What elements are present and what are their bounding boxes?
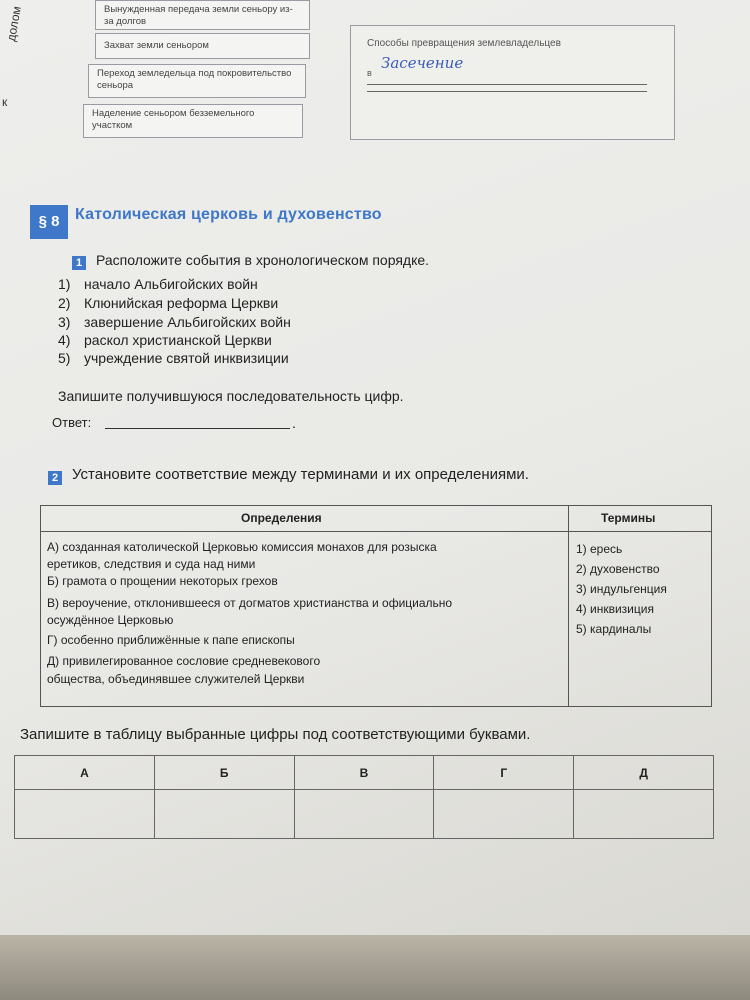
answer-input-line[interactable]	[105, 428, 290, 429]
event-number: 4)	[58, 332, 71, 348]
answer-cell-b[interactable]	[154, 790, 294, 839]
ways-box-title: Способы превращения землевладельцев	[367, 38, 561, 49]
event-item	[58, 295, 278, 311]
answer-cell-d[interactable]	[574, 790, 714, 839]
definition-line: еретиков, следствия и суда над ними	[47, 557, 256, 571]
answer-label: Ответ:	[52, 415, 92, 430]
event-item	[58, 332, 272, 348]
ways-answer-line-2[interactable]	[367, 90, 647, 92]
top-box-label: Вынужденная передача земли сеньору из-за долгов	[104, 4, 293, 27]
event-number: 2)	[58, 295, 71, 311]
answer-cell-g[interactable]	[434, 790, 574, 839]
definition-line: А) созданная католической Церковью комиссия монахов для розыска	[47, 540, 437, 554]
left-edge-letter: к	[2, 95, 8, 109]
event-item	[58, 350, 289, 366]
section-badge: § 8	[30, 205, 68, 239]
definitions-table	[40, 505, 712, 707]
event-number: 3)	[58, 314, 71, 330]
answer-dot: .	[292, 415, 296, 431]
term-item: 3) индульгенция	[576, 582, 667, 596]
definition-line: В) вероучение, отклонившееся от догматов христианства и официально	[47, 596, 453, 610]
desk-background	[0, 935, 750, 1000]
event-label: Клюнийская реформа Церкви	[84, 295, 279, 311]
top-box-label: Переход земледельца под покровительство сеньора	[97, 68, 292, 91]
handwritten-answer: Засечение	[381, 54, 464, 72]
definitions-header: Определения	[241, 511, 322, 525]
term-item: 4) инквизиция	[576, 602, 654, 616]
definition-line: Г) особенно приближённые к папе епископы	[47, 633, 295, 647]
term-item: 2) духовенство	[576, 562, 660, 576]
definition-line: общества, объединявшее служителей Церкви	[47, 672, 305, 686]
answer-col-v: В	[294, 756, 434, 790]
top-box-seizure	[95, 33, 310, 59]
top-box-label: Захват земли сеньором	[104, 40, 209, 51]
event-label: начало Альбигойских войн	[84, 276, 258, 292]
answer-table	[14, 755, 714, 839]
definition-line: осуждённое Церковью	[47, 613, 174, 627]
answer-col-a: А	[15, 756, 155, 790]
top-box-grant	[83, 104, 303, 138]
question-2-number: 2	[48, 471, 62, 485]
sequence-instruction: Запишите получившуюся последовательность цифр.	[58, 388, 404, 404]
term-item: 1) ересь	[576, 542, 623, 556]
question-1-number: 1	[72, 256, 86, 270]
event-item	[58, 314, 291, 330]
answer-col-d: Д	[574, 756, 714, 790]
section-title: Католическая церковь и духовенство	[75, 206, 382, 223]
answer-cell-a[interactable]	[15, 790, 155, 839]
terms-header: Термины	[601, 511, 656, 525]
table-header-divider	[41, 531, 711, 532]
question-1-text: Расположите события в хронологическом порядке.	[96, 252, 430, 268]
event-number: 1)	[58, 276, 71, 292]
answer-col-g: Г	[434, 756, 574, 790]
top-box-patronage	[88, 64, 306, 98]
definition-line: Б) грамота о прощении некоторых грехов	[47, 574, 278, 588]
table-instruction: Запишите в таблицу выбранные цифры под соответствующими буквами.	[20, 726, 531, 743]
question-2-text: Установите соответствие между терминами и их определениями.	[72, 466, 529, 483]
definition-line: Д) привилегированное сословие средневекового	[47, 654, 321, 668]
ways-line-marker: в	[367, 68, 372, 78]
event-item	[58, 276, 258, 292]
ways-box	[350, 25, 675, 140]
answer-cell-v[interactable]	[294, 790, 434, 839]
event-label: раскол христианской Церкви	[84, 332, 272, 348]
event-label: учреждение святой инквизиции	[84, 350, 289, 366]
top-box-label: Наделение сеньором безземельного участком	[92, 108, 255, 131]
left-edge-text: долом	[4, 5, 24, 43]
term-item: 5) кардиналы	[576, 622, 652, 636]
event-label: завершение Альбигойских войн	[84, 314, 291, 330]
table-column-divider	[568, 506, 569, 706]
answer-col-b: Б	[154, 756, 294, 790]
event-number: 5)	[58, 350, 71, 366]
top-box-debt	[95, 0, 310, 30]
